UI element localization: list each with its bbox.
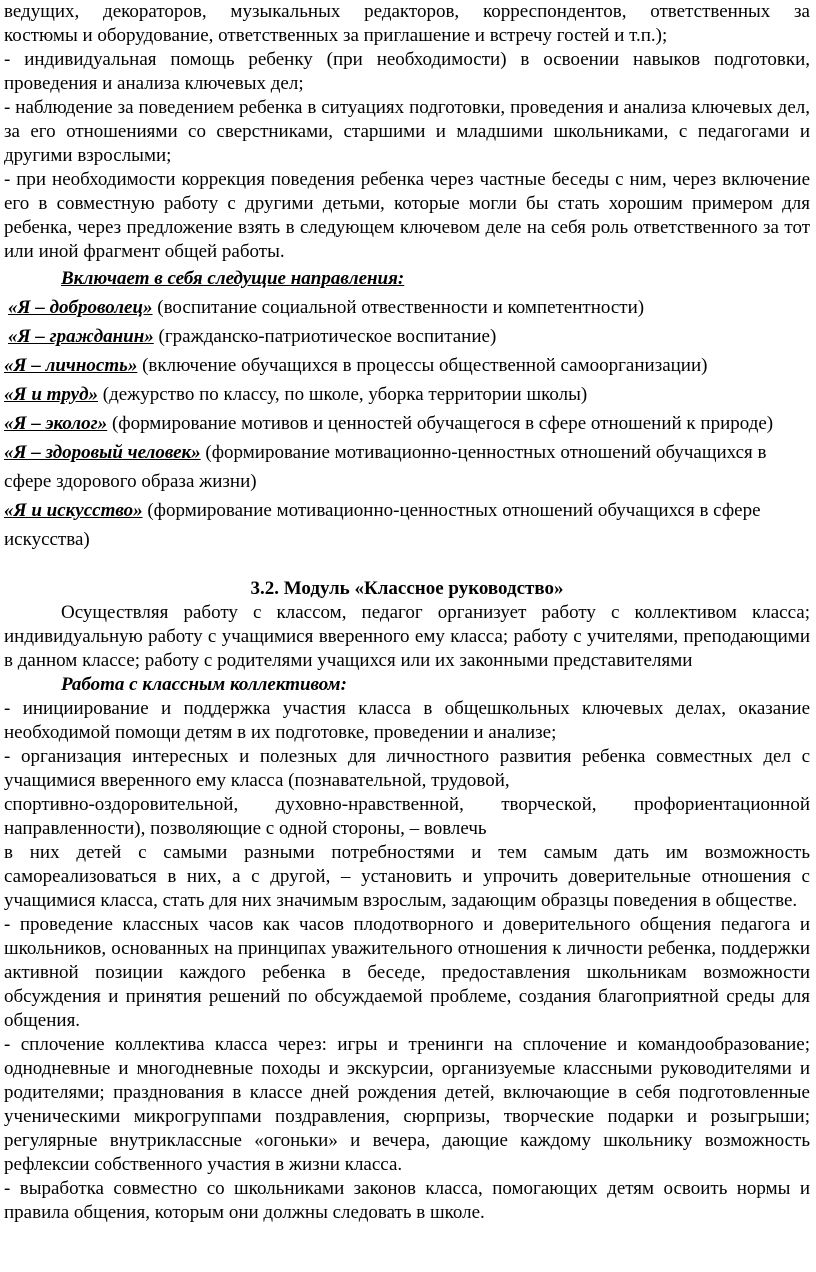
paragraph-observation: - наблюдение за поведением ребенка в ситуациях подготовки, проведения и анализа ключевых дел, за его отношениями со сверстниками, старшими и младшими школьниками, с педагогами и другими взрослыми;: [4, 97, 810, 166]
bullet-class-hours: - проведение классных часов как часов плодотворного и доверительного общения педагога и школьников, основанных на принципах уважительного отношения к личности ребенка, поддержки активной позиции каждого ребенка в беседе, предоставления школьникам возможности обсуждения и принятия решений по обсуждаемой проблеме, создания благоприятной среды для общения.: [4, 914, 810, 1031]
bullet-initiation: - инициирование и поддержка участия класса в общешкольных ключевых делах, оказание необходимой помощи детям в их подготовке, проведении и анализе;: [4, 698, 810, 743]
direction-name: «Я и труд»: [4, 384, 98, 405]
direction-desc: (дежурство по классу, по школе, уборка территории школы): [98, 384, 588, 405]
direction-desc: (формирование мотивов и ценностей обучащегося в сфере отношений к природе): [107, 413, 774, 434]
direction-name: «Я – здоровый человек»: [4, 442, 201, 463]
bullet-organization-part3: в них детей с самыми разными потребностями и тем самым дать им возможность самореализоваться в них, а с другой, – установить и упрочить доверительные отношения с учащимися класса, стать для них значимым взрослым, задающим образцы поведения в обществе.: [4, 842, 810, 911]
module-intro: Осуществляя работу с классом, педагог организует работу с коллективом класса; индивидуальную работу с учащимися вверенного ему класса; работу с учителями, преподающими в данном классе; работу с родителями учащихся или их законными представителями: [4, 602, 810, 671]
subheading-class-collective: Работа с классным коллективом:: [61, 674, 347, 695]
direction-name: «Я – гражданин»: [8, 326, 154, 347]
paragraph-correction: - при необходимости коррекция поведения ребенка через частные беседы с ним, через включение его в совместную работу с другими детьми, которые могли бы стать хорошим примером для ребенка, через предложение взять в следующем ключевом деле на себя роль ответственного за тот или иной фрагмент общей работы.: [4, 169, 810, 262]
section-title: 3.2. Модуль «Классное руководство»: [250, 578, 564, 599]
bullet-class-laws: - выработка совместно со школьниками законов класса, помогающих детям освоить нормы и правила общения, которым они должны следовать в школе.: [4, 1178, 810, 1223]
direction-desc: (включение обучащихся в процессы общественной самоорганизации): [137, 355, 708, 376]
paragraph-roles-line2: костюмы и оборудование, ответственных за приглашение и встречу гостей и т.п.);: [4, 25, 668, 46]
direction-item: [4, 496, 810, 554]
paragraph-individual-help: - индивидуальная помощь ребенку (при необходимости) в освоении навыков подготовки, проведения и анализа ключевых дел;: [4, 49, 810, 94]
direction-desc: (гражданско-патриотическое воспитание): [153, 326, 497, 347]
direction-name: «Я – доброволец»: [8, 297, 153, 318]
direction-item: [4, 322, 810, 351]
paragraph-roles-line1: ведущих, декораторов, музыкальных редакторов, корреспондентов, ответственных за: [4, 1, 810, 22]
direction-item: [4, 293, 810, 322]
direction-desc: (воспитание социальной отвественности и компетентности): [152, 297, 645, 318]
directions-list: [4, 293, 810, 554]
directions-heading: Включает в себя следущие направления:: [61, 268, 405, 289]
direction-desc: (формирование мотивационно-ценностных отношений обучащихся в сфере здорового образа жизни): [4, 442, 767, 492]
bullet-organization-part1: - организация интересных и полезных для личностного развития ребенка совместных дел с учащимися вверенного ему класса (познавательной, трудовой,: [4, 746, 810, 791]
direction-name: «Я и искусство»: [4, 500, 143, 521]
direction-desc: (формирование мотивационно-ценностных отношений обучащихся в сфере искусства): [4, 500, 761, 550]
direction-item: [4, 351, 810, 380]
bullet-organization-part2: спортивно-оздоровительной, духовно-нравственной, творческой, профориентационной направленности), позволяющие с одной стороны, – вовлечь: [4, 794, 810, 839]
bullet-team-building: - сплочение коллектива класса через: игры и тренинги на сплочение и командообразование; однодневные и многодневные походы и экскурсии, организуемые классными руководителями и родителями; празднования в классе дней рождения детей, включающие в себя подготовленные ученическими микрогруппами поздравления, сюрпризы, творческие подарки и розыгрыши; регулярные внутриклассные «огоньки» и вечера, дающие каждому школьнику возможность рефлексии собственного участия в жизни класса.: [4, 1034, 810, 1175]
direction-item: [4, 438, 810, 496]
direction-item: [4, 409, 810, 438]
direction-name: «Я – личность»: [4, 355, 138, 376]
direction-name: «Я – эколог»: [4, 413, 108, 434]
direction-item: [4, 380, 810, 409]
